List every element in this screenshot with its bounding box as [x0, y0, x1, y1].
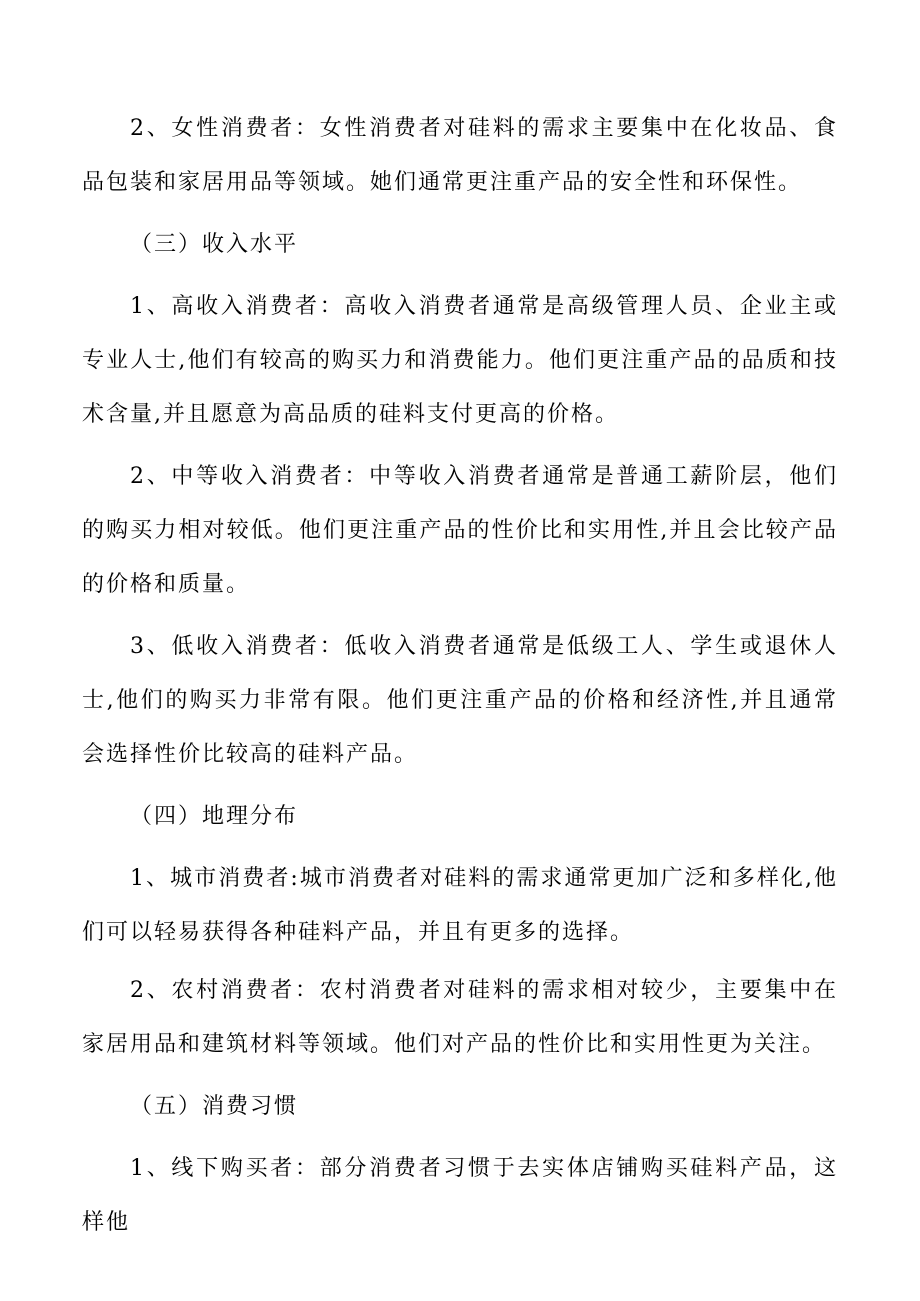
section-heading-income-level: （三）收入水平: [130, 232, 299, 257]
section-heading-geographic-distribution: （四）地理分布: [130, 804, 299, 829]
section-heading-consumption-habits: （五）消费习惯: [130, 1094, 299, 1119]
paragraph-high-income-consumers: 1、高收入消费者：高收入消费者通常是高级管理人员、企业主或专业人士,他们有较高的购买力和消费能力。他们更注重产品的品质和技术含量,并且愿意为高品质的硅料支付更高的价格。: [82, 294, 838, 427]
paragraph-low-income-consumers: 3、低收入消费者：低收入消费者通常是低级工人、学生或退休人士,他们的购买力非常有限。他们更注重产品的价格和经济性,并且通常会选择性价比较高的硅料产品。: [82, 634, 838, 767]
paragraph-middle-income-consumers: 2、中等收入消费者：中等收入消费者通常是普通工薪阶层，他们的购买力相对较低。他们更注重产品的性价比和实用性,并且会比较产品的价格和质量。: [82, 464, 838, 597]
paragraph-female-consumers: 2、女性消费者：女性消费者对硅料的需求主要集中在化妆品、食品包装和家居用品等领域。她们通常更注重产品的安全性和环保性。: [82, 116, 838, 195]
paragraph-rural-consumers: 2、农村消费者：农村消费者对硅料的需求相对较少，主要集中在家居用品和建筑材料等领域。他们对产品的性价比和实用性更为关注。: [82, 978, 838, 1057]
paragraph-urban-consumers: 1、城市消费者:城市消费者对硅料的需求通常更加广泛和多样化,他们可以轻易获得各种硅料产品，并且有更多的选择。: [82, 866, 838, 945]
paragraph-offline-buyers: 1、线下购买者：部分消费者习惯于去实体店铺购买硅料产品，这样他: [82, 1156, 838, 1235]
